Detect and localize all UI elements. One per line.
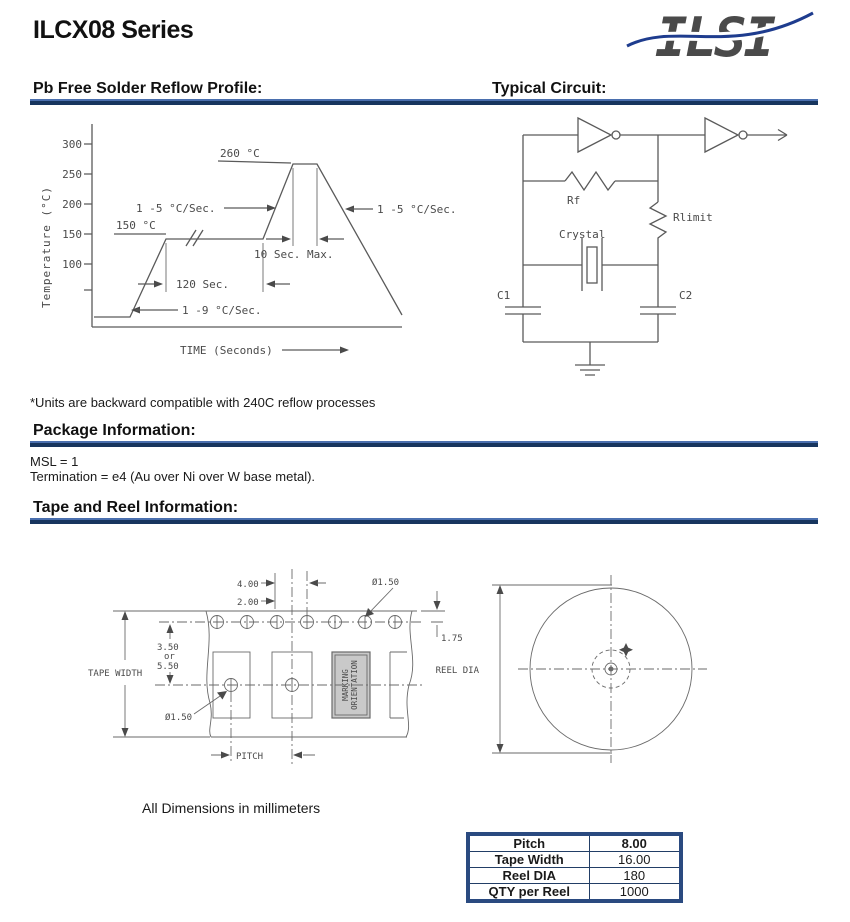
dim-or-label: or <box>164 652 175 662</box>
spec-value: 16.00 <box>589 852 681 868</box>
dim-arrowhead-icon <box>167 675 174 684</box>
dim-ext-lines <box>421 611 445 622</box>
ytick-100: 100 <box>62 258 82 271</box>
peak-underline <box>218 161 291 163</box>
dim-arrowhead-icon <box>266 580 275 587</box>
x-label-arrowhead-icon <box>340 347 349 354</box>
ytick-200: 200 <box>62 198 82 211</box>
ground-icon <box>575 365 605 375</box>
crystal-icon <box>587 247 597 283</box>
pitch-4-label: 4.00 <box>237 580 259 590</box>
svg-text:ORIENTATION: ORIENTATION <box>350 660 359 710</box>
dim-arrowhead-icon <box>497 744 504 753</box>
dim-550-label: 5.50 <box>157 662 179 672</box>
dim-arrowhead-icon <box>497 585 504 594</box>
soak-arrowhead-right-icon <box>154 281 163 288</box>
inverter-icon <box>578 118 611 152</box>
table-row <box>468 884 681 902</box>
c1-label: C1 <box>497 289 511 302</box>
reel-dia-label: REEL DIA <box>435 666 479 676</box>
peak-temp-label: 260 °C <box>220 147 260 160</box>
pitch-label: PITCH <box>236 752 264 762</box>
spec-label: Tape Width <box>468 852 589 868</box>
section-rule <box>30 518 818 524</box>
rlimit-label: Rlimit <box>673 211 713 224</box>
x-axis-label: TIME (Seconds) <box>180 344 273 357</box>
ytick-300: 300 <box>62 138 82 151</box>
spec-label: QTY per Reel <box>468 884 589 902</box>
y-axis-ticks <box>84 144 92 290</box>
pitch-2-label: 2.00 <box>237 598 259 608</box>
c2-label: C2 <box>679 289 693 302</box>
buffer-bubble-icon <box>739 131 747 139</box>
spec-value: 1000 <box>589 884 681 902</box>
table-row <box>468 868 681 884</box>
reflow-profile-diagram <box>30 112 460 364</box>
ytick-150: 150 <box>62 228 82 241</box>
soak-arrowhead-left-icon <box>266 281 275 288</box>
rf-label: Rf <box>567 194 581 207</box>
output-arrow-icon <box>747 130 787 141</box>
table-row <box>468 834 681 852</box>
reflow-profile-line <box>94 164 402 317</box>
page-title: ILCX08 Series <box>33 16 194 44</box>
tape-left-wave <box>206 611 211 737</box>
dim-arrowhead-icon <box>309 580 318 587</box>
pocket-hole-dia-label: Ø1.50 <box>165 713 193 723</box>
spec-label: Pitch <box>468 834 589 852</box>
buffer-inverter-icon <box>705 118 738 152</box>
c2-capacitor-icon <box>640 307 676 314</box>
table-row <box>468 852 681 868</box>
inverter-bubble-icon <box>612 131 620 139</box>
typical-circuit-diagram <box>495 105 825 390</box>
sprocket-hole-dia-label: Ø1.50 <box>372 578 400 588</box>
y-axis-label: Temperature (°C) <box>40 186 53 308</box>
dim-350-label: 3.50 <box>157 643 179 653</box>
peak-dwell-lines <box>293 168 317 246</box>
tape-and-reel-diagram <box>85 555 765 770</box>
section-heading-tape-reel: Tape and Reel Information: <box>33 499 239 516</box>
section-rule <box>30 441 818 447</box>
reel-hub-center <box>609 667 614 672</box>
leader-line <box>368 588 393 614</box>
rlimit-resistor-icon <box>650 202 666 265</box>
rf-resistor-icon <box>565 172 615 190</box>
axis-break-icon <box>186 230 203 246</box>
dim-arrowhead-icon <box>122 728 129 737</box>
spec-label: Reel DIA <box>468 868 589 884</box>
tape-right-wave <box>406 611 413 737</box>
soak-time-label: 120 Sec. <box>176 278 229 291</box>
cool-rate-label: 1 -5 °C/Sec. <box>377 203 457 216</box>
tape-width-label: TAPE WIDTH <box>88 669 143 679</box>
tape-reel-spec-table <box>466 832 683 903</box>
c1-capacitor-icon <box>505 307 541 314</box>
spec-value: 8.00 <box>589 834 681 852</box>
preheat-temp-label: 150 °C <box>116 219 156 232</box>
reflow-compat-note: *Units are backward compatible with 240C reflow processes <box>30 395 376 410</box>
dim-arrowhead-icon <box>293 752 302 759</box>
svg-text:MARKING: MARKING <box>341 669 350 701</box>
ilsi-logo-text: ILSI <box>655 6 774 69</box>
spec-value: 180 <box>589 868 681 884</box>
dim-arrowhead-icon <box>122 611 129 620</box>
section-heading-circuit: Typical Circuit: <box>492 80 607 97</box>
crystal-label: Crystal <box>559 228 606 241</box>
termination-line: Termination = e4 (Au over Ni over W base metal). <box>30 468 316 484</box>
initial-ramp-rate-label: 1 -9 °C/Sec. <box>182 304 262 317</box>
package-info-block <box>30 455 315 484</box>
dim-ticks <box>275 573 326 609</box>
msl-line: MSL = 1 <box>30 454 79 469</box>
edge-to-center-label: 1.75 <box>441 634 463 644</box>
section-heading-package: Package Information: <box>33 422 196 439</box>
peak-dwell-label: 10 Sec. Max. <box>254 248 334 261</box>
ilsi-logo <box>631 3 817 67</box>
bottom-rail <box>523 342 658 365</box>
ramp-up-rate-label: 1 -5 °C/Sec. <box>136 202 216 215</box>
dim-arrowhead-icon <box>434 601 441 610</box>
peak-arrowhead-right-icon <box>282 236 291 243</box>
section-heading-reflow: Pb Free Solder Reflow Profile: <box>33 80 263 97</box>
reel-hub-key-icon <box>619 643 633 657</box>
ytick-250: 250 <box>62 168 82 181</box>
peak-arrowhead-left-icon <box>319 236 328 243</box>
leader-arrowhead-icon <box>217 691 227 700</box>
dimensions-note: All Dimensions in millimeters <box>142 800 321 816</box>
dim-arrowhead-icon <box>221 752 230 759</box>
dim-arrowhead-icon <box>167 624 174 633</box>
dim-arrowhead-icon <box>266 598 275 605</box>
